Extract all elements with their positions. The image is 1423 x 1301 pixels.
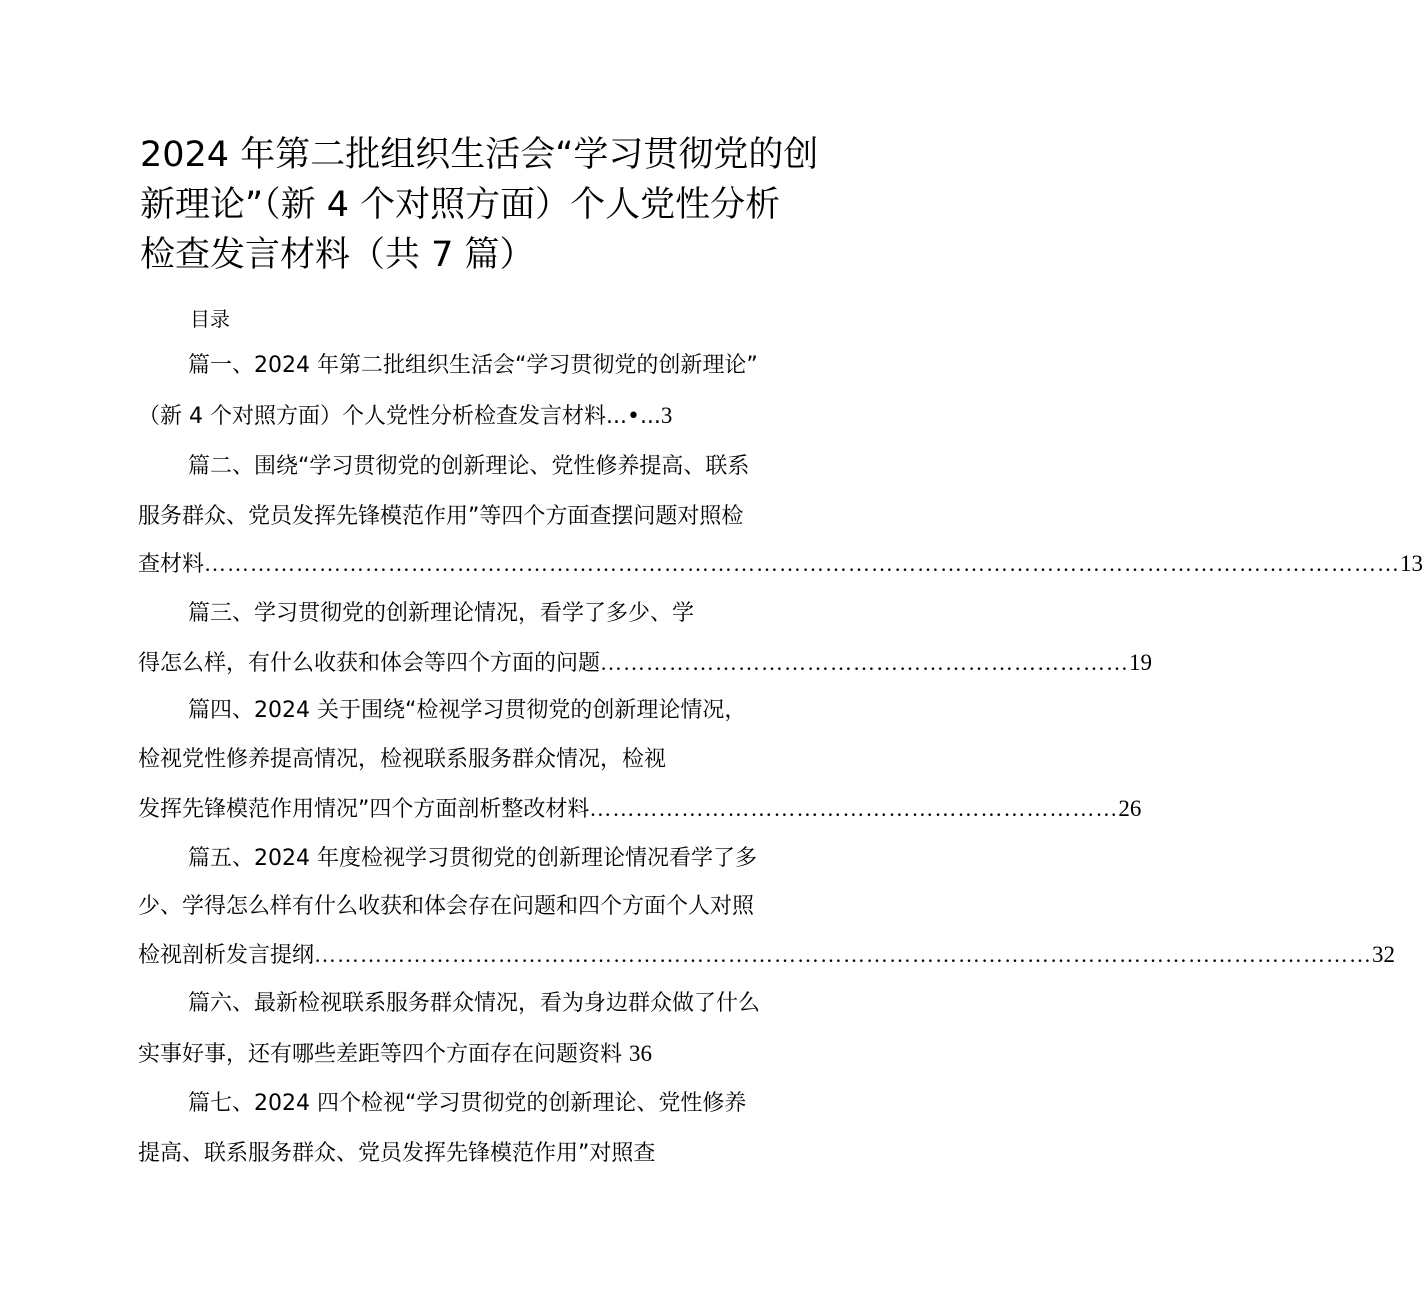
toc-entry-1-line-1: 篇一、2024 年第二批组织生活会“学习贯彻党的创新理论” xyxy=(188,353,758,378)
toc-entry-4-line-3 xyxy=(138,795,1142,824)
toc-entry-6-text: 实事好事，还有哪些差距等四个方面存在问题资料 xyxy=(138,1042,629,1067)
toc-leader-dots: ………………………………………………………………………………………………………………………………………… xyxy=(204,551,1401,576)
toc-entry-2-line-2: 服务群众、党员发挥先锋模范作用”等四个方面查摆问题对照检 xyxy=(138,504,744,529)
toc-entry-2-text: 查材料 xyxy=(138,552,205,577)
toc-entry-6-line-1: 篇六、最新检视联系服务群众情况，看为身边群众做了什么 xyxy=(188,991,761,1016)
toc-entry-4-line-1: 篇四、2024 关于围绕“检视学习贯彻党的创新理论情况， xyxy=(188,698,747,723)
toc-entry-5-line-3 xyxy=(138,941,1396,970)
toc-entry-5-page: 32 xyxy=(1372,942,1396,967)
toc-leader-dots: ………………………………………………………………………………………………………………………… xyxy=(314,942,1373,967)
toc-entry-4-line-2: 检视党性修养提高情况，检视联系服务群众情况，检视 xyxy=(138,747,667,772)
toc-entry-2-page: 13 xyxy=(1400,551,1423,576)
toc-entry-1-line-2 xyxy=(138,402,672,431)
document-title-line-3: 检查发言材料（共 7 篇） xyxy=(140,235,535,275)
toc-entry-3-line-1: 篇三、学习贯彻党的创新理论情况，看学了多少、学 xyxy=(188,601,695,626)
toc-entry-7-line-2: 提高、联系服务群众、党员发挥先锋模范作用”对照查 xyxy=(138,1141,656,1166)
toc-entry-6-line-2 xyxy=(138,1040,652,1069)
document-title-line-1: 2024 年第二批组织生活会“学习贯彻党的创 xyxy=(140,135,819,175)
toc-entry-5-line-2: 少、学得怎么样有什么收获和体会存在问题和四个方面个人对照 xyxy=(138,894,755,919)
document-title-line-2: 新理论”（新 4 个对照方面）个人党性分析 xyxy=(140,185,781,225)
toc-heading: 目录 xyxy=(190,307,230,331)
toc-entry-5-line-1: 篇五、2024 年度检视学习贯彻党的创新理论情况看学了多 xyxy=(188,846,757,871)
toc-leader-dots: …………………………………………………………… xyxy=(589,796,1119,821)
toc-entry-3-page: 19 xyxy=(1129,650,1153,675)
toc-leader-dots: …………………………………………………………… xyxy=(600,650,1130,675)
toc-entry-5-text: 检视剖析发言提纲 xyxy=(138,943,315,968)
toc-entry-1-page: 3 xyxy=(660,403,673,428)
toc-entry-4-page: 26 xyxy=(1118,796,1142,821)
toc-entry-6-page: 36 xyxy=(629,1041,652,1066)
toc-entry-2-line-3 xyxy=(138,550,1423,579)
toc-entry-3-line-2 xyxy=(138,649,1153,678)
toc-entry-1-text: （新 4 个对照方面）个人党性分析检查发言材料...•... xyxy=(138,404,661,429)
toc-entry-7-line-1: 篇七、2024 四个检视“学习贯彻党的创新理论、党性修养 xyxy=(188,1091,747,1116)
toc-entry-4-text: 发挥先锋模范作用情况”四个方面剖析整改材料 xyxy=(138,797,590,822)
toc-entry-2-line-1: 篇二、围绕“学习贯彻党的创新理论、党性修养提高、联系 xyxy=(188,454,750,479)
toc-entry-3-text: 得怎么样，有什么收获和体会等四个方面的问题 xyxy=(138,651,601,676)
